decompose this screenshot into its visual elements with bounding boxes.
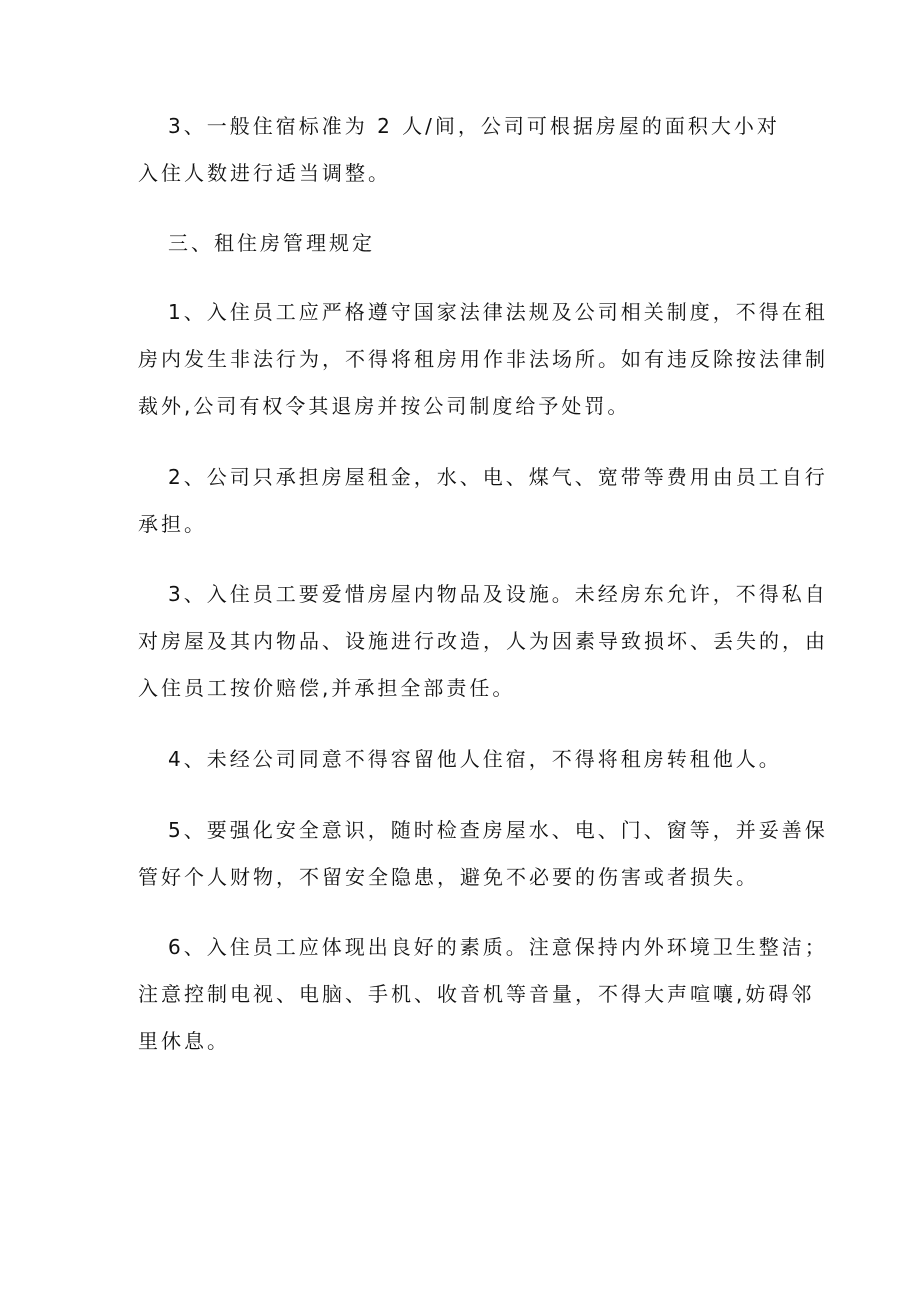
paragraph-line: 5、要强化安全意识，随时检查房屋水、电、门、窗等，并妥善保 — [168, 818, 828, 842]
paragraph-line: 入住人数进行适当调整。 — [138, 161, 391, 185]
paragraph-line: 裁外,公司有权令其退房并按公司制度给予处罚。 — [138, 394, 631, 418]
paragraph-line: 里休息。 — [138, 1029, 230, 1053]
paragraph-rule-3 — [138, 571, 828, 712]
paragraph-line: 管好个人财物，不留安全隐患，避免不必要的伤害或者损失。 — [138, 865, 759, 889]
paragraph-rule-6 — [138, 924, 828, 1065]
paragraph-line: 注意控制电视、电脑、手机、收音机等音量，不得大声喧嚷,妨碍邻 — [138, 982, 815, 1006]
paragraph-rule-5 — [138, 807, 828, 901]
paragraph-line: 6、入住员工应体现出良好的素质。注意保持内外环境卫生整洁； — [168, 935, 828, 959]
paragraph-rule-4 — [138, 736, 788, 783]
section-heading-rental-rules — [138, 220, 788, 267]
paragraph-line: 对房屋及其内物品、设施进行改造，人为因素导致损坏、丢失的，由 — [138, 629, 828, 653]
paragraph-line: 1、入住员工应严格遵守国家法律法规及公司相关制度，不得在租 — [168, 300, 828, 324]
paragraph-line: 3、入住员工要爱惜房屋内物品及设施。未经房东允许，不得私自 — [168, 582, 828, 606]
paragraph-rule-2 — [138, 454, 828, 548]
paragraph-line: 2、公司只承担房屋租金，水、电、煤气、宽带等费用由员工自行 — [168, 465, 828, 489]
section-heading-text: 三、租住房管理规定 — [168, 231, 375, 255]
paragraph-line: 承担。 — [138, 512, 207, 536]
paragraph-housing-standard — [138, 103, 788, 197]
paragraph-line: 入住员工按价赔偿,并承担全部责任。 — [138, 676, 516, 700]
paragraph-line: 房内发生非法行为，不得将租房用作非法场所。如有违反除按法律制 — [138, 347, 828, 371]
paragraph-line: 4、未经公司同意不得容留他人住宿，不得将租房转租他人。 — [168, 747, 782, 771]
paragraph-line: 3、一般住宿标准为 2 人/间，公司可根据房屋的面积大小对 — [168, 114, 780, 138]
paragraph-rule-1 — [138, 289, 828, 430]
